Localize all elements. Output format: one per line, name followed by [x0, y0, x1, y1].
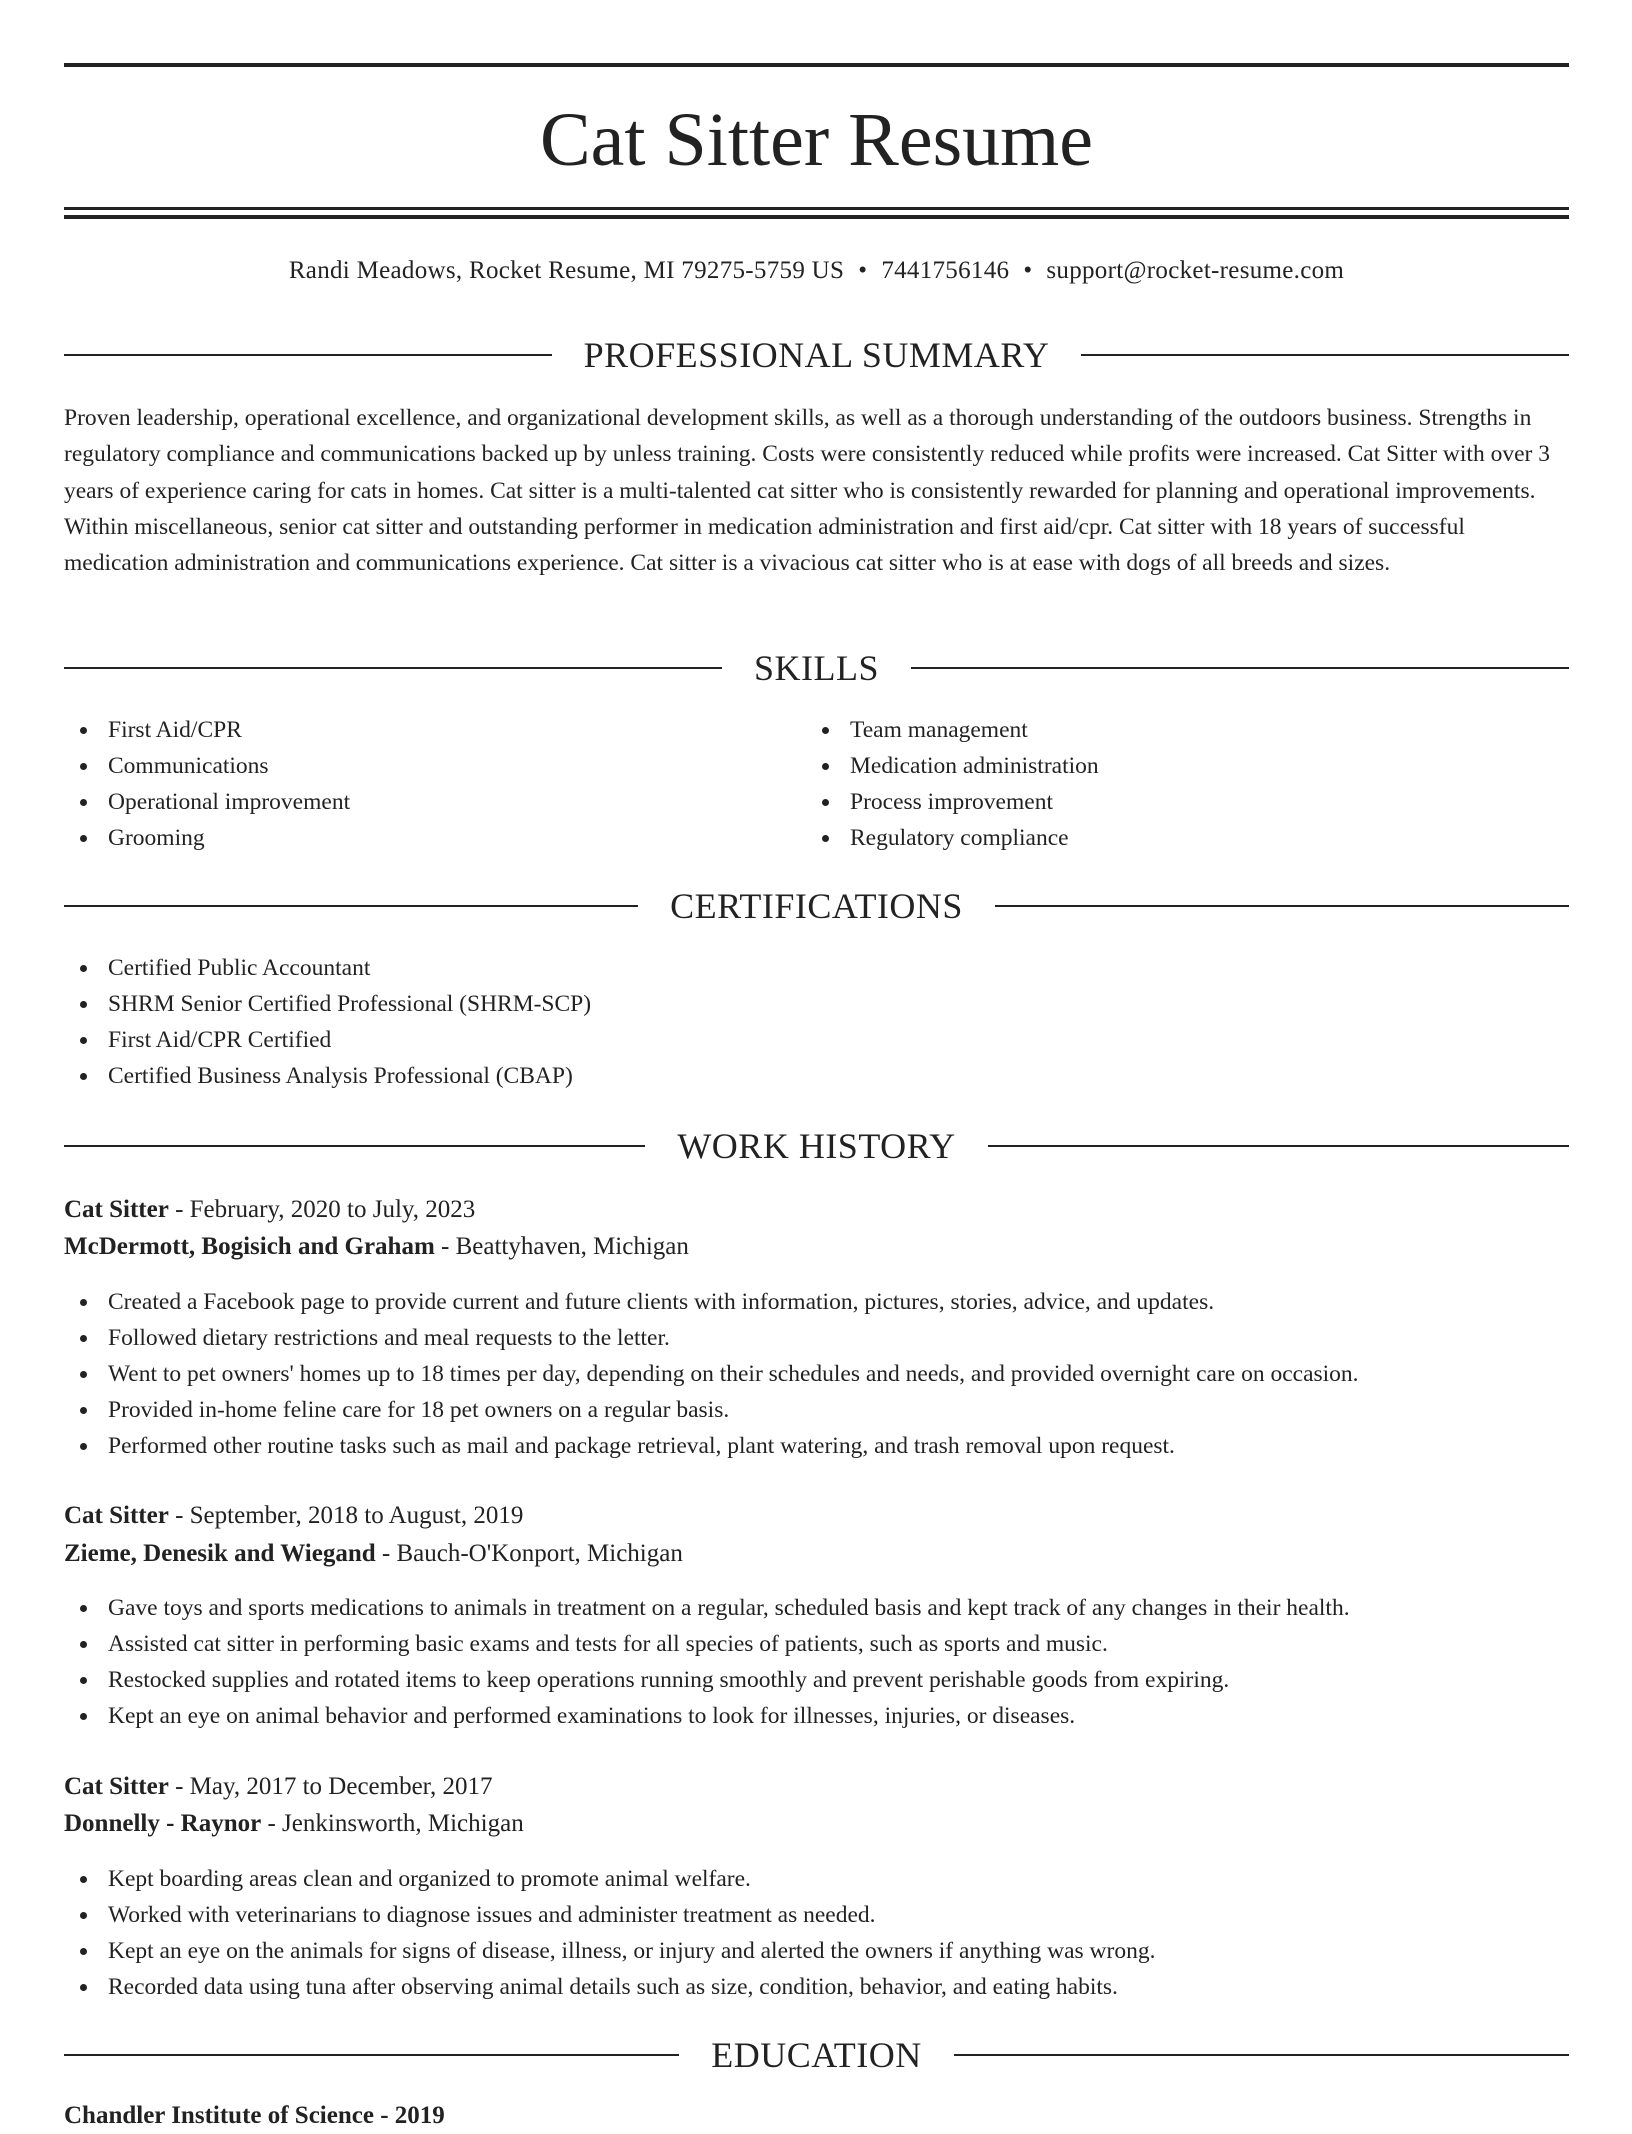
job-duty-item: Restocked supplies and rotated items to keep operations running smoothly and prevent perishable goods from expiring. — [64, 1662, 1569, 1698]
job-duty-item: Created a Facebook page to provide current and future clients with information, pictures, stories, advice, and updates. — [64, 1284, 1569, 1320]
skills-list-right — [806, 712, 1506, 856]
resume-title: Cat Sitter Resume — [539, 98, 1094, 182]
certification-item: SHRM Senior Certified Professional (SHRM-SCP) — [64, 986, 1569, 1022]
job-duty-item: Gave toys and sports medications to animals in treatment on a regular, scheduled basis and kept track of any changes in their health. — [64, 1590, 1569, 1626]
contact-separator: • — [1023, 257, 1033, 284]
skills-column-right — [806, 712, 1506, 856]
job-title-line — [64, 1769, 493, 1805]
section-heading-label: SKILLS — [754, 648, 880, 688]
job-dates: - February, 2020 to July, 2023 — [168, 1196, 476, 1223]
education-entry-text: Chandler Institute of Science - 2019 — [64, 2102, 445, 2129]
job-duties-list — [64, 1590, 1569, 1734]
job-duties — [64, 1284, 1569, 1464]
skill-item: Regulatory compliance — [806, 820, 1506, 856]
certifications-block — [64, 950, 1569, 1094]
contact-email: support@rocket-resume.com — [1046, 257, 1345, 284]
job-company: McDermott, Bogisich and Graham — [64, 1233, 435, 1260]
certification-item: Certified Public Accountant — [64, 950, 1569, 986]
skill-item: Communications — [64, 748, 764, 784]
heading-rule-left — [64, 2054, 679, 2056]
heading-rule-right — [995, 905, 1569, 907]
skill-item: First Aid/CPR — [64, 712, 764, 748]
job-duty-item: Kept boarding areas clean and organized to promote animal welfare. — [64, 1861, 1569, 1897]
header-top-rule — [64, 63, 1569, 67]
job-company: Zieme, Denesik and Wiegand — [64, 1540, 376, 1567]
section-heading-education — [64, 2032, 1569, 2078]
contact-phone: 7441756146 — [881, 257, 1010, 284]
job-duty-item: Followed dietary restrictions and meal requests to the letter. — [64, 1320, 1569, 1356]
job-title: Cat Sitter — [64, 1773, 169, 1800]
skill-item: Team management — [806, 712, 1506, 748]
section-heading-certifications — [64, 883, 1569, 929]
job-duty-item: Provided in-home feline care for 18 pet owners on a regular basis. — [64, 1392, 1569, 1428]
education-entry-partial — [64, 2098, 445, 2134]
job-duty-item: Kept an eye on the animals for signs of disease, illness, or injury and alerted the owners if anything was wrong. — [64, 1933, 1569, 1969]
job-location: - Beattyhaven, Michigan — [434, 1233, 689, 1260]
job-location: - Bauch-O'Konport, Michigan — [375, 1540, 683, 1567]
certification-item: Certified Business Analysis Professional (CBAP) — [64, 1058, 1569, 1094]
header-double-rule-lower — [64, 215, 1569, 219]
job-title-line — [64, 1192, 475, 1228]
job-company-line — [64, 1229, 689, 1265]
heading-rule-right — [954, 2054, 1569, 2056]
section-heading-work-history — [64, 1123, 1569, 1169]
contact-address: Randi Meadows, Rocket Resume, MI 79275-5759 US — [288, 257, 845, 284]
heading-rule-right — [988, 1145, 1569, 1147]
contact-separator: • — [858, 257, 868, 284]
skill-item: Medication administration — [806, 748, 1506, 784]
section-heading-label: PROFESSIONAL SUMMARY — [583, 335, 1050, 375]
skill-item: Process improvement — [806, 784, 1506, 820]
job-company-line — [64, 1806, 524, 1842]
professional-summary-text: Proven leadership, operational excellence, and organizational development skills, as well as a thorough understanding of the outdoors business. Strengths in regulatory compliance and communications backed up by unless training. Costs were consistently reduced while profits were increased. Cat Sitter with over 3 years of experience caring for cats in homes. Cat sitter is a multi-talented cat sitter who is consistently rewarded for planning and operational improvements. Within miscellaneous, senior cat sitter and outstanding performer in medication administration and first aid/cpr. Cat sitter with 18 years of successful medication administration and communications experience. Cat sitter is a vivacious cat sitter who is at ease with dogs of all breeds and sizes. — [64, 405, 1550, 577]
job-title-line — [64, 1498, 523, 1534]
skill-item: Operational improvement — [64, 784, 764, 820]
skills-list-left — [64, 712, 764, 856]
section-heading-skills — [64, 645, 1569, 691]
job-duty-item: Recorded data using tuna after observing animal details such as size, condition, behavior, and eating habits. — [64, 1969, 1569, 2005]
header-double-rule-upper — [64, 207, 1569, 210]
heading-rule-right — [911, 667, 1569, 669]
section-heading-summary — [64, 332, 1569, 378]
job-title: Cat Sitter — [64, 1502, 169, 1529]
job-duties-list — [64, 1861, 1569, 2005]
heading-rule-right — [1081, 354, 1569, 356]
certifications-list — [64, 950, 1569, 1094]
job-duties — [64, 1861, 1569, 2005]
job-dates: - May, 2017 to December, 2017 — [168, 1773, 493, 1800]
job-duties — [64, 1590, 1569, 1734]
job-location: - Jenkinsworth, Michigan — [261, 1810, 524, 1837]
skill-item: Grooming — [64, 820, 764, 856]
job-duty-item: Assisted cat sitter in performing basic exams and tests for all species of patients, such as sports and music. — [64, 1626, 1569, 1662]
job-duties-list — [64, 1284, 1569, 1464]
heading-rule-left — [64, 354, 552, 356]
job-company: Donnelly - Raynor — [64, 1810, 262, 1837]
job-dates: - September, 2018 to August, 2019 — [168, 1502, 524, 1529]
job-duty-item: Went to pet owners' homes up to 18 times per day, depending on their schedules and needs, and provided overnight care on occasion. — [64, 1356, 1569, 1392]
section-heading-label: EDUCATION — [711, 2035, 922, 2075]
section-heading-label: CERTIFICATIONS — [670, 886, 963, 926]
certification-item: First Aid/CPR Certified — [64, 1022, 1569, 1058]
job-company-line — [64, 1536, 683, 1572]
heading-rule-left — [64, 905, 638, 907]
job-duty-item: Performed other routine tasks such as mail and package retrieval, plant watering, and trash removal upon request. — [64, 1428, 1569, 1464]
skills-column-left — [64, 712, 764, 856]
heading-rule-left — [64, 1145, 645, 1147]
job-duty-item: Kept an eye on animal behavior and performed examinations to look for illnesses, injuries, or diseases. — [64, 1698, 1569, 1734]
job-duty-item: Worked with veterinarians to diagnose issues and administer treatment as needed. — [64, 1897, 1569, 1933]
section-heading-label: WORK HISTORY — [677, 1126, 956, 1166]
heading-rule-left — [64, 667, 722, 669]
contact-line — [64, 254, 1569, 288]
job-title: Cat Sitter — [64, 1196, 169, 1223]
